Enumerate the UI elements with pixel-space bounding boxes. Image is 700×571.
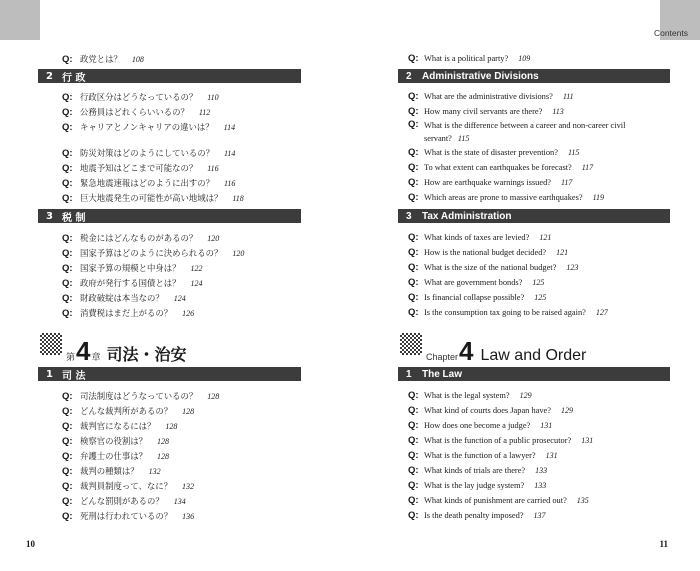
- entry-title: 司法制度はどうなっているの？: [80, 391, 198, 401]
- entry-page: 124: [173, 294, 186, 303]
- toc-entry[interactable]: [62, 106, 210, 118]
- entry-page: 134: [173, 497, 186, 506]
- question-marker: Q:: [62, 263, 73, 274]
- entry-page: 135: [576, 496, 589, 505]
- entry-title: How is the national budget decided?: [424, 248, 547, 257]
- toc-entry[interactable]: [62, 465, 161, 477]
- question-marker: Q:: [408, 420, 419, 431]
- toc-entry[interactable]: [408, 495, 589, 506]
- toc-entry[interactable]: [408, 147, 579, 158]
- question-marker: Q:: [62, 511, 73, 522]
- question-marker: Q:: [62, 496, 73, 507]
- question-marker: Q:: [62, 178, 73, 189]
- entry-title: What is the size of the national budget?: [424, 263, 557, 272]
- toc-entry[interactable]: [408, 510, 546, 521]
- entry-page: 121: [539, 233, 552, 242]
- entry-page: 131: [545, 451, 558, 460]
- entry-title: 裁判官になるには？: [80, 421, 156, 431]
- entry-title: 税金にはどんなものがあるの？: [80, 233, 198, 243]
- question-marker: Q:: [62, 148, 73, 159]
- entry-page: 110: [207, 93, 219, 102]
- page-number: 10: [26, 539, 35, 549]
- toc-entry[interactable]: [62, 91, 219, 103]
- toc-entry[interactable]: [408, 465, 547, 476]
- entry-page: 125: [534, 293, 547, 302]
- question-marker: Q:: [62, 54, 73, 65]
- toc-entry[interactable]: [408, 292, 546, 303]
- toc-entry[interactable]: [62, 405, 194, 417]
- question-marker: Q:: [62, 233, 73, 244]
- toc-entry[interactable]: [408, 177, 572, 188]
- entry-title: Is financial collapse possible?: [424, 293, 525, 302]
- toc-entry[interactable]: [408, 119, 650, 145]
- entry-title: What kinds of taxes are levied?: [424, 233, 530, 242]
- entry-page: 123: [566, 263, 579, 272]
- entry-page: 115: [567, 148, 580, 157]
- question-marker: Q:: [408, 106, 419, 117]
- toc-entry[interactable]: [62, 232, 219, 244]
- entry-title: 政府が発行する国債とは？: [80, 278, 181, 288]
- page-number: 11: [659, 539, 668, 549]
- entry-title: What is a political party?: [424, 54, 509, 63]
- entry-title: What is the difference between a career and non-career civil servant? 115: [424, 121, 626, 143]
- entry-title: 行政区分はどうなっているの？: [80, 92, 198, 102]
- question-marker: Q:: [408, 177, 419, 188]
- entry-page: 113: [552, 107, 564, 116]
- entry-page: 128: [165, 422, 178, 431]
- entry-title: How many civil servants are there?: [424, 107, 543, 116]
- entry-page: 137: [533, 511, 546, 520]
- entry-page: 129: [560, 406, 573, 415]
- question-marker: Q:: [62, 278, 73, 289]
- section-heading: 2 行 政: [38, 69, 301, 83]
- toc-entry[interactable]: [62, 53, 144, 65]
- entry-page: 131: [540, 421, 553, 430]
- entry-page: 116: [207, 164, 219, 173]
- question-marker: Q:: [408, 495, 419, 506]
- entry-title: What is the state of disaster prevention?: [424, 148, 558, 157]
- toc-entry[interactable]: [408, 162, 593, 173]
- entry-page: 133: [534, 481, 547, 490]
- question-marker: Q:: [408, 119, 419, 130]
- entry-title: To what extent can earthquakes be forecast?: [424, 163, 572, 172]
- entry-title: What kinds of trials are there?: [424, 466, 526, 475]
- entry-page: 120: [207, 234, 220, 243]
- toc-entry[interactable]: [62, 495, 186, 507]
- question-marker: Q:: [62, 436, 73, 447]
- chapter-heading: 第 4 章 司法・治安: [66, 336, 187, 366]
- entry-title: What kinds of punishment are carried out?: [424, 496, 567, 505]
- question-marker: Q:: [62, 308, 73, 319]
- running-head: Contents: [653, 28, 688, 38]
- chapter-heading: Chapter 4 Law and Order: [426, 336, 587, 366]
- section-heading: 3 Tax Administration: [398, 209, 670, 223]
- question-marker: Q:: [408, 232, 419, 243]
- entry-page: 121: [556, 248, 569, 257]
- toc-entry[interactable]: [62, 277, 203, 289]
- question-marker: Q:: [62, 421, 73, 432]
- entry-page: 133: [535, 466, 548, 475]
- section-heading: 2 Administrative Divisions: [398, 69, 670, 83]
- entry-page: 108: [131, 55, 144, 64]
- toc-entry[interactable]: [62, 147, 235, 159]
- entry-page: 129: [519, 391, 532, 400]
- entry-title: Is the death penalty imposed?: [424, 511, 524, 520]
- question-marker: Q:: [408, 292, 419, 303]
- chapter-pattern-icon: [40, 333, 62, 355]
- entry-title: キャリアとノンキャリアの違いは？: [80, 122, 214, 132]
- toc-entry[interactable]: [408, 106, 564, 117]
- section-heading: 3 税 制: [38, 209, 301, 223]
- toc-entry[interactable]: [408, 232, 551, 243]
- toc-entry[interactable]: [62, 420, 177, 432]
- entry-page: 119: [592, 193, 604, 202]
- question-marker: Q:: [408, 405, 419, 416]
- question-marker: Q:: [408, 192, 419, 203]
- entry-title: 消費税はまだ上がるの？: [80, 308, 173, 318]
- question-marker: Q:: [408, 162, 419, 173]
- question-marker: Q:: [62, 391, 73, 402]
- entry-page: 128: [207, 392, 220, 401]
- entry-title: What is the legal system?: [424, 391, 510, 400]
- question-marker: Q:: [62, 466, 73, 477]
- entry-title: どんな裁判所があるの？: [80, 406, 173, 416]
- question-marker: Q:: [408, 480, 419, 491]
- entry-page: 117: [560, 178, 573, 187]
- toc-entry[interactable]: [62, 262, 203, 274]
- toc-entry[interactable]: [408, 53, 530, 64]
- question-marker: Q:: [408, 277, 419, 288]
- entry-title: 裁判の種類は？: [80, 466, 139, 476]
- question-marker: Q:: [62, 293, 73, 304]
- entry-page: 132: [148, 467, 161, 476]
- entry-title: Which areas are prone to massive earthquakes?: [424, 193, 583, 202]
- chapter-pattern-icon: [400, 333, 422, 355]
- toc-entry[interactable]: [62, 162, 219, 174]
- toc-entry[interactable]: [408, 480, 546, 491]
- right-page: [350, 0, 700, 571]
- toc-entry[interactable]: [62, 177, 235, 189]
- entry-title: 国家予算はどのように決められるの？: [80, 248, 223, 258]
- toc-entry[interactable]: [408, 420, 552, 431]
- question-marker: Q:: [62, 451, 73, 462]
- corner-tab: [0, 0, 40, 40]
- question-marker: Q:: [408, 435, 419, 446]
- toc-entry[interactable]: [62, 435, 169, 447]
- entry-title: What are the administrative divisions?: [424, 92, 553, 101]
- entry-title: 巨大地震発生の可能性が高い地域は？: [80, 193, 223, 203]
- entry-title: 国家予算の規模と中身は？: [80, 263, 181, 273]
- toc-entry[interactable]: [408, 450, 558, 461]
- entry-page: 122: [190, 264, 203, 273]
- toc-entry[interactable]: [408, 435, 593, 446]
- toc-entry[interactable]: [408, 192, 604, 203]
- toc-entry[interactable]: [408, 390, 532, 401]
- entry-title: What are government bonds?: [424, 278, 523, 287]
- entry-page: 116: [224, 179, 236, 188]
- entry-page: 114: [223, 123, 236, 132]
- entry-page: 118: [232, 194, 244, 203]
- entry-title: How are earthquake warnings issued?: [424, 178, 551, 187]
- entry-title: What is the lay judge system?: [424, 481, 525, 490]
- entry-page: 127: [595, 308, 608, 317]
- toc-entry[interactable]: [408, 91, 574, 102]
- entry-page: 117: [581, 163, 594, 172]
- entry-title: 政党とは？: [80, 54, 122, 64]
- question-marker: Q:: [408, 307, 419, 318]
- question-marker: Q:: [408, 91, 419, 102]
- question-marker: Q:: [408, 465, 419, 476]
- entry-page: 132: [181, 482, 194, 491]
- toc-entry[interactable]: [62, 510, 194, 522]
- entry-title: 公務員はどれくらいいるの？: [80, 107, 189, 117]
- question-marker: Q:: [62, 107, 73, 118]
- entry-page: 131: [581, 436, 594, 445]
- toc-entry[interactable]: [408, 247, 568, 258]
- entry-title: What is the function of a public prosecutor?: [424, 436, 572, 445]
- question-marker: Q:: [408, 510, 419, 521]
- entry-title: 検察官の役割は？: [80, 436, 147, 446]
- entry-page: 120: [232, 249, 245, 258]
- question-marker: Q:: [62, 193, 73, 204]
- entry-title: How does one become a judge?: [424, 421, 531, 430]
- question-marker: Q:: [408, 450, 419, 461]
- toc-entry[interactable]: [408, 262, 578, 273]
- entry-title: What kind of courts does Japan have?: [424, 406, 551, 415]
- entry-title: 地震予知はどこまで可能なの？: [80, 163, 198, 173]
- question-marker: Q:: [408, 262, 419, 273]
- entry-page: 128: [157, 452, 169, 461]
- toc-entry[interactable]: [62, 307, 194, 319]
- question-marker: Q:: [62, 248, 73, 259]
- entry-page: 109: [518, 54, 531, 63]
- entry-title: 弁護士の仕事は？: [80, 451, 147, 461]
- question-marker: Q:: [62, 92, 73, 103]
- entry-page: 125: [532, 278, 545, 287]
- question-marker: Q:: [408, 147, 419, 158]
- toc-entry[interactable]: [62, 192, 244, 204]
- question-marker: Q:: [408, 247, 419, 258]
- entry-title: 緊急地震速報はどのように出すの？: [80, 178, 214, 188]
- toc-entry[interactable]: [62, 247, 244, 259]
- toc-entry[interactable]: [62, 121, 235, 133]
- section-heading: 1 The Law: [398, 367, 670, 381]
- entry-title: 財政破綻は本当なの？: [80, 293, 164, 303]
- entry-title: Is the consumption tax going to be raised again?: [424, 308, 586, 317]
- toc-entry[interactable]: [408, 277, 544, 288]
- toc-entry[interactable]: [62, 480, 194, 492]
- entry-page: 115: [457, 134, 470, 143]
- question-marker: Q:: [408, 53, 419, 64]
- entry-page: 114: [224, 149, 236, 158]
- toc-entry[interactable]: [408, 405, 573, 416]
- entry-title: 裁判員制度って、なに？: [80, 481, 172, 491]
- entry-page: 124: [190, 279, 203, 288]
- entry-page: 128: [182, 407, 195, 416]
- question-marker: Q:: [62, 481, 73, 492]
- toc-entry[interactable]: [408, 307, 608, 318]
- entry-page: 136: [182, 512, 195, 521]
- entry-title: What is the function of a lawyer?: [424, 451, 536, 460]
- entry-title: どんな罰則があるの？: [80, 496, 164, 506]
- toc-entry[interactable]: [62, 390, 219, 402]
- entry-title: 防災対策はどのようにしているの？: [80, 148, 214, 158]
- entry-page: 126: [182, 309, 195, 318]
- question-marker: Q:: [62, 163, 73, 174]
- toc-entry[interactable]: [62, 292, 186, 304]
- entry-page: 128: [157, 437, 169, 446]
- entry-title: 死刑は行われているの？: [80, 511, 173, 521]
- question-marker: Q:: [62, 122, 73, 133]
- section-heading: 1 司 法: [38, 367, 301, 381]
- entry-page: 111: [562, 92, 574, 101]
- question-marker: Q:: [62, 406, 73, 417]
- entry-page: 112: [198, 108, 211, 117]
- toc-entry[interactable]: [62, 450, 169, 462]
- question-marker: Q:: [408, 390, 419, 401]
